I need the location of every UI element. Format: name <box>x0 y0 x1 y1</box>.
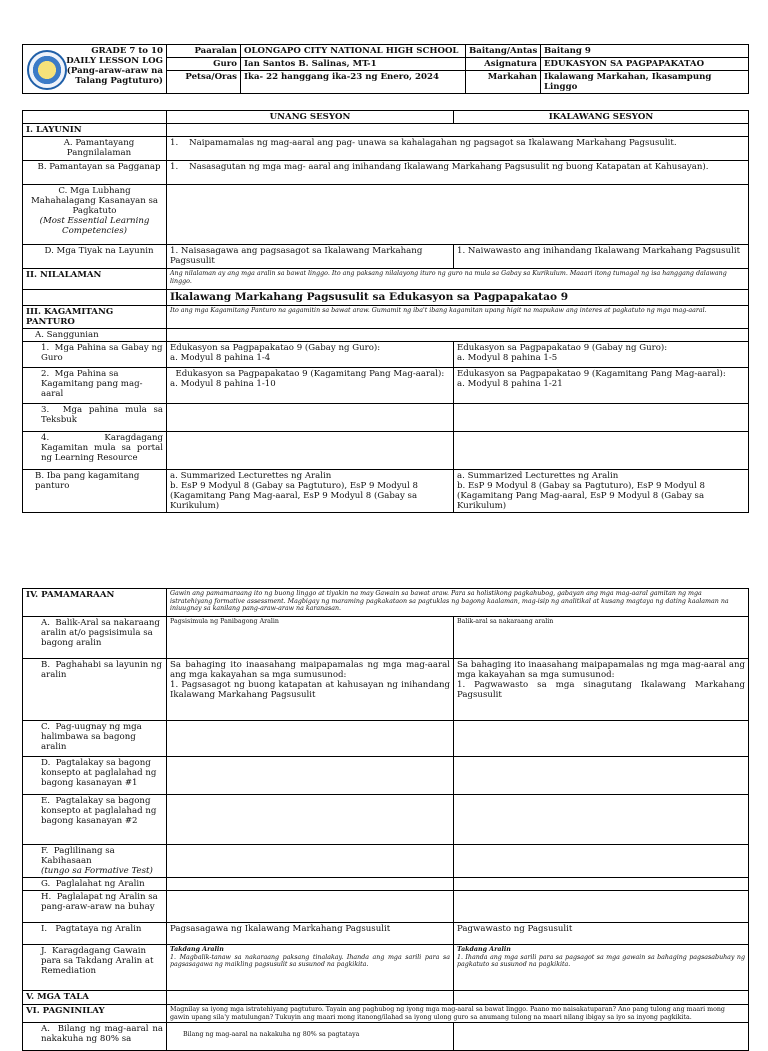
row-label-pagtataya: I. Pagtataya ng Aralin <box>23 923 167 945</box>
takdang-aralin-title-s1: Takdang Aralin <box>170 946 224 953</box>
bilang-80-text: Bilang ng mag-aaral na nakakuha ng 80% sa pagtataya <box>183 1031 360 1039</box>
kagamitan-note: Ito ang mga Kagamitang Panturo na gagamitin sa bawat araw. Gumamit ng iba't ibang kagamitan upang higit na mapukaw ang interes at pagkatuto ng mga mag-aaral. <box>167 306 749 329</box>
markahan-label: Markahan <box>466 71 541 94</box>
lesson-part-2 <box>22 588 749 1051</box>
pagtataya-s2: Pagwawasto ng Pagsusulit <box>454 923 749 945</box>
col-ikalawang-sesyon: IKALAWANG SESYON <box>454 111 749 124</box>
section-nilalaman: II. NILALAMAN <box>23 269 167 290</box>
paglilinang-label: F. Paglilinang sa Kabihasaan <box>41 846 115 866</box>
iba-kagamitan-s2: a. Summarized Lecturettes ng Aralin b. EsP 9 Modyul 8 (Gabay sa Pagtuturo), EsP 9 Modyul 8 (Kagamitang Pang Mag-aaral, EsP 9 Modyul 8 (Gabay sa Kurikulum) <box>454 470 749 513</box>
lesson-part-1 <box>22 110 749 513</box>
section-kagamitan: III. KAGAMITANG PANTURO <box>23 306 167 329</box>
col-unang-sesyon: UNANG SESYON <box>167 111 454 124</box>
log-subtitle-2: Talang Pagtuturo) <box>75 76 163 86</box>
row-label-takdang-aralin: J. Karagdagang Gawain para sa Takdang Aralin at Remediation <box>23 945 167 991</box>
row-label-pangnilalaman: A. Pamantayang Pangnilalaman <box>23 137 167 161</box>
asignatura-value: EDUKASYON SA PAGPAPAKATAO <box>541 58 749 71</box>
header-table <box>22 44 749 94</box>
competencies-note: (Most Essential Learning Competencies) <box>39 216 150 236</box>
section-mga-tala: V. MGA TALA <box>23 991 167 1005</box>
row-label-gabay-guro: 1. Mga Pahina sa Gabay ng Guro <box>23 342 167 368</box>
gabay-guro-s1: Edukasyon sa Pagpapakatao 9 (Gabay ng Guro): a. Modyul 8 pahina 1-4 <box>167 342 454 368</box>
row-label-balik-aral: A. Balik-Aral sa nakaraang aralin at/o pagsisimula sa bagong aralin <box>23 617 167 659</box>
section-pagninilay: VI. PAGNINILAY <box>23 1005 167 1023</box>
markahan-value: Ikalawang Markahan, Ikasampung Linggo <box>541 71 749 94</box>
takdang-aralin-s2: 1. Ihanda ang mga sarili para sa pagsagot sa mga gawain sa bahaging pagsasabuhay ng pagkatuto sa susunod na pagkikita. <box>457 953 745 969</box>
row-label-bilang-80: A. Bilang ng mag-aaral na nakakuha ng 80% sa <box>23 1023 167 1051</box>
asignatura-label: Asignatura <box>466 58 541 71</box>
paaralan-label: Paaralan <box>167 45 241 58</box>
log-subtitle-1: (Pang-araw-araw na <box>66 66 163 76</box>
iba-kagamitan-s1: a. Summarized Lecturettes ng Aralin b. EsP 9 Modyul 8 (Gabay sa Pagtuturo), EsP 9 Modyul 8 (Kagamitang Pang Mag-aaral, EsP 9 Modyul 8 (Gabay sa Kurikulum) <box>167 470 454 513</box>
takdang-aralin-s2-cell <box>454 945 749 991</box>
pangnilalaman-text: 1. Naipamamalas ng mag-aaral ang pag- unawa sa kahalagahan ng pagsagot sa Ikalawang Markahang Pagsusulit. <box>167 137 749 161</box>
kagamitang-s2: Edukasyon sa Pagpapakatao 9 (Kagamitang Pang Mag-aaral): a. Modyul 8 pahina 1-21 <box>454 368 749 404</box>
row-label-teksbuk: 3. Mga pahina mula sa Teksbuk <box>23 404 167 432</box>
row-label-pag-uugnay: C. Pag-uugnay ng mga halimbawa sa bagong aralin <box>23 721 167 757</box>
balik-aral-s2: Balik-aral sa nakaraang aralin <box>454 617 749 659</box>
nilalaman-title: Ikalawang Markahang Pagsusulit sa Edukasyon sa Pagpapakatao 9 <box>167 290 749 306</box>
row-label-paghahabi: B. Paghahabi sa layunin ng aralin <box>23 659 167 721</box>
takdang-aralin-title-s2: Takdang Aralin <box>457 946 511 953</box>
balik-aral-s1: Pagsisimula ng Panibagong Aralin <box>167 617 454 659</box>
row-label-sanggunian: A. Sanggunian <box>23 329 167 342</box>
pamamaraan-note: Gawin ang pamamaraang ito ng buong linggo at tiyakin na may Gawain sa bawat araw. Para sa holistikong pagkahubog, gabayan ang mga mag-aaral gamitan ng mga istratehiyang formative assessment. Magbigay ng maraming pagkakataon sa pagtuklas ng bagong kaalaman, mag-isip ng analitikal at kusang magtaya ng dating kaalaman na iniuugnay sa kanilang pang-araw-araw na karanasan. <box>167 589 749 617</box>
row-label-tiyak-na-layunin: D. Mga Tiyak na Layunin <box>23 245 167 269</box>
takdang-aralin-s1-cell <box>167 945 454 991</box>
gabay-guro-s2: Edukasyon sa Pagpapakatao 9 (Gabay ng Guro): a. Modyul 8 pahina 1-5 <box>454 342 749 368</box>
guro-value: Ian Santos B. Salinas, MT-1 <box>241 58 466 71</box>
paghahabi-s2: Sa bahaging ito inaasahang maipapamalas ng mga mag-aaral ang mga kakayahan sa mga sumusunod: 1. Pagwawasto sa mga sinagutang Ikalawang Markahang Pagsusulit <box>454 659 749 721</box>
petsa-value: Ika- 22 hanggang ika-23 ng Enero, 2024 <box>241 71 466 94</box>
row-label-paglilinang <box>23 845 167 878</box>
section-layunin: I. LAYUNIN <box>23 124 167 137</box>
pagninilay-note: Magnilay sa iyong mga istratehiyang pagtuturo. Tayain ang paghubog ng iyong mga mag-aaral sa bawat linggo. Paano mo naisakatuparan? Ano pang tulong ang maari mong gawin upang sila'y matulungan? Tukuyin ang maari mong itanong/ilahad sa iyong ulong guro sa anumang tulong na maari nilang ibigay sa iyo sa inyong pagkikita. <box>167 1005 749 1023</box>
row-label-portal: 4. Karagdagang Kagamitan mula sa portal ng Learning Resource <box>23 432 167 470</box>
row-label-kagamitang-mag-aaral: 2. Mga Pahina sa Kagamitang pang mag-aaral <box>23 368 167 404</box>
paghahabi-s1: Sa bahaging ito inaasahang maipapamalas ng mga mag-aaral ang mga kakayahan sa mga sumusunod: 1. Pagsasagot ng buong katapatan at kahusayan ng inihandang Ikalawang Markahang Pagsusulit <box>167 659 454 721</box>
petsa-label: Petsa/Oras <box>167 71 241 94</box>
log-title: DAILY LESSON LOG <box>66 56 163 66</box>
tiyak-layunin-s1: 1. Naisasagawa ang pagsasagot sa Ikalawang Markahang Pagsusulit <box>167 245 454 269</box>
section-pamamaraan: IV. PAMAMARAAN <box>23 589 167 617</box>
row-label-pagtalakay-2: E. Pagtalakay sa bagong konsepto at paglalahad ng bagong kasanayan #2 <box>23 795 167 845</box>
row-label-paglalahat: G. Paglalahat ng Aralin <box>23 878 167 891</box>
row-label-pagganap: B. Pamantayan sa Pagganap <box>23 161 167 185</box>
paglilinang-note: (tungo sa Formative Test) <box>41 866 153 876</box>
row-label-pagtalakay-1: D. Pagtalakay sa bagong konsepto at paglalahad ng bagong kasanayan #1 <box>23 757 167 795</box>
pagganap-text: 1. Nasasagutan ng mga mag- aaral ang inihandang Ikalawang Markahang Pagsusulit ng buong Katapatan at Kahusayan). <box>167 161 749 185</box>
row-label-competencies <box>23 185 167 245</box>
header-title-cell <box>23 45 167 94</box>
school-seal-icon <box>27 50 67 90</box>
tiyak-layunin-s2: 1. Naiwawasto ang inihandang Ikalawang Markahang Pagsusulit <box>454 245 749 269</box>
competencies-label: C. Mga Lubhang Mahahalagang Kasanayan sa Pagkatuto <box>30 186 159 216</box>
guro-label: Guro <box>167 58 241 71</box>
baitang-label: Baitang/Antas <box>466 45 541 58</box>
grade-range: GRADE 7 to 10 <box>91 46 163 56</box>
paaralan-value: OLONGAPO CITY NATIONAL HIGH SCHOOL <box>241 45 466 58</box>
takdang-aralin-s1: 1. Magbalik-tanaw sa nakaraang paksang tinalakay. Ihanda ang mga sarili para sa pagsasagawa ng maikling pagsusulit sa susunod na pagkikita. <box>170 953 450 969</box>
kagamitang-s1: Edukasyon sa Pagpapakatao 9 (Kagamitang Pang Mag-aaral): a. Modyul 8 pahina 1-10 <box>167 368 454 404</box>
nilalaman-note: Ang nilalaman ay ang mga aralin sa bawat linggo. Ito ang paksang nilalayong ituro ng guro na mula sa Gabay sa Kurikulum. Maaari itong tumagal ng isa hanggang dalawang linggo. <box>167 269 749 290</box>
row-label-paglalapat: H. Paglalapat ng Aralin sa pang-araw-araw na buhay <box>23 891 167 923</box>
row-label-iba-pang-kagamitan: B. Iba pang kagamitang panturo <box>23 470 167 513</box>
baitang-value: Baitang 9 <box>541 45 749 58</box>
pagtataya-s1: Pagsasagawa ng Ikalawang Markahang Pagsusulit <box>167 923 454 945</box>
